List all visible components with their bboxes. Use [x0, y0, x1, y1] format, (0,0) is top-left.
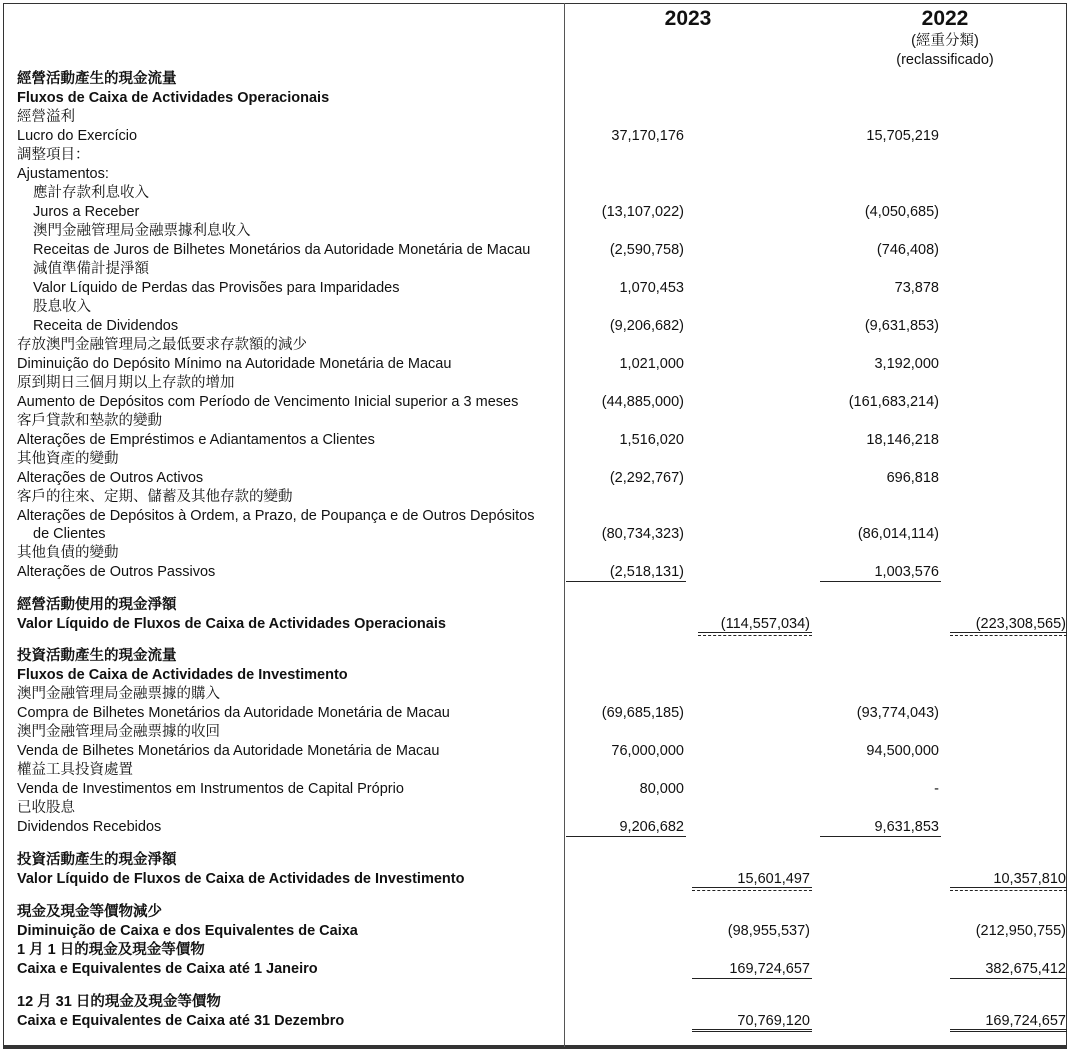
line-item-label-pt: Dividendos Recebidos — [17, 819, 162, 835]
line-item-2022: 94,500,000 — [866, 743, 939, 759]
line-item-2022: (93,774,043) — [856, 705, 939, 721]
column-divider — [564, 3, 565, 1047]
line-item-2023: 9,206,682 — [619, 819, 684, 835]
subtotal-rule — [692, 978, 812, 979]
line-item-2023: 80,000 — [639, 781, 684, 797]
line-item-label-pt: Valor Líquido de Perdas das Provisões para Imparidades — [33, 280, 400, 296]
line-item-label-zh: 股息收入 — [33, 299, 91, 315]
cash-dec-2022: 169,724,657 — [985, 1013, 1066, 1029]
line-item-label-zh: 應計存款利息收入 — [33, 185, 149, 201]
investing-net-2023: 15,601,497 — [737, 871, 810, 887]
line-item-2022: 696,818 — [886, 470, 939, 486]
operating-net-2023: (114,557,034) — [720, 616, 810, 632]
reclassified-note-pt: (reclassificado) — [896, 52, 994, 68]
line-item-label-pt: Alterações de Outros Activos — [17, 470, 204, 486]
line-item-2022: (9,631,853) — [864, 318, 939, 334]
line-item-2023: (2,590,758) — [609, 242, 684, 258]
operating-title-pt: Fluxos de Caixa de Actividades Operacionais — [17, 90, 330, 106]
total-dash-rule — [698, 635, 812, 636]
cash-decrease-2022: (212,950,755) — [975, 923, 1066, 939]
line-item-label-pt: Juros a Receber — [33, 204, 140, 220]
line-item-label-pt: Alterações de Empréstimos e Adiantamentos a Clientes — [17, 432, 375, 448]
investing-title-zh: 投資活動產生的現金流量 — [17, 648, 177, 664]
line-item-2023: (69,685,185) — [601, 705, 684, 721]
total-dash-rule — [950, 635, 1067, 636]
year-2022-header: 2022 — [921, 7, 969, 30]
profit-label-pt: Lucro do Exercício — [17, 128, 138, 144]
line-item-label-pt: Alterações de Depósitos à Ordem, a Prazo, de Poupança e de Outros Depósitos — [17, 508, 535, 524]
adjustments-label-pt: Ajustamentos: — [17, 166, 109, 182]
cash-dec-label-pt: Caixa e Equivalentes de Caixa até 31 Dezembro — [17, 1013, 345, 1029]
cash-jan-2023: 169,724,657 — [729, 961, 810, 977]
line-item-2023: (2,292,767) — [609, 470, 684, 486]
total-rule — [698, 632, 812, 633]
profit-2023: 37,170,176 — [611, 128, 684, 144]
subtotal-rule — [820, 581, 941, 582]
investing-net-2022: 10,357,810 — [993, 871, 1066, 887]
subtotal-rule — [566, 581, 686, 582]
line-item-label-pt-continued: de Clientes — [33, 526, 106, 542]
cash-decrease-label-zh: 現金及現金等價物減少 — [17, 904, 162, 920]
line-item-2023: 1,070,453 — [619, 280, 684, 296]
line-item-2022: (161,683,214) — [848, 394, 939, 410]
line-item-2023: (9,206,682) — [609, 318, 684, 334]
total-rule — [692, 887, 812, 888]
line-item-2022: - — [934, 781, 939, 797]
line-item-2023: (44,885,000) — [601, 394, 684, 410]
line-item-label-zh: 其他負債的變動 — [17, 545, 119, 561]
cash-decrease-2023: (98,955,537) — [727, 923, 810, 939]
line-item-label-zh: 澳門金融管理局金融票據的收回 — [17, 724, 220, 740]
double-total-rule — [950, 1029, 1067, 1032]
line-item-2023: (80,734,323) — [601, 526, 684, 542]
line-item-2023: 1,021,000 — [619, 356, 684, 372]
total-rule — [950, 887, 1067, 888]
investing-net-label-zh: 投資活動產生的現金淨額 — [17, 852, 177, 868]
double-total-rule — [692, 1029, 812, 1032]
line-item-label-zh: 澳門金融管理局金融票據的購入 — [17, 686, 220, 702]
line-item-label-pt: Compra de Bilhetes Monetários da Autoridade Monetária de Macau — [17, 705, 450, 721]
line-item-label-zh: 減值準備計提淨額 — [33, 261, 149, 277]
cash-jan-label-zh: 1 月 1 日的現金及現金等價物 — [17, 942, 205, 958]
line-item-2023: 76,000,000 — [611, 743, 684, 759]
cash-dec-2023: 70,769,120 — [737, 1013, 810, 1029]
line-item-2023: (2,518,131) — [609, 564, 684, 580]
year-2023-header: 2023 — [664, 7, 712, 30]
adjustments-label-zh: 調整項目： — [17, 147, 90, 163]
line-item-label-zh: 已收股息 — [17, 800, 75, 816]
line-item-label-pt: Venda de Investimentos em Instrumentos de Capital Próprio — [17, 781, 404, 797]
line-item-2022: 9,631,853 — [874, 819, 939, 835]
line-item-label-pt: Alterações de Outros Passivos — [17, 564, 216, 580]
investing-net-label-pt: Valor Líquido de Fluxos de Caixa de Actividades de Investimento — [17, 871, 465, 887]
operating-title-zh: 經營活動產生的現金流量 — [17, 71, 177, 87]
line-item-2022: 1,003,576 — [874, 564, 939, 580]
line-item-label-pt: Receitas de Juros de Bilhetes Monetários da Autoridade Monetária de Macau — [33, 242, 531, 258]
line-item-2022: (4,050,685) — [864, 204, 939, 220]
line-item-2023: 1,516,020 — [619, 432, 684, 448]
line-item-label-zh: 存放澳門金融管理局之最低要求存款額的減少 — [17, 337, 307, 353]
total-dash-rule — [692, 890, 812, 891]
subtotal-rule — [820, 836, 941, 837]
subtotal-rule — [950, 978, 1067, 979]
line-item-2022: 3,192,000 — [874, 356, 939, 372]
investing-title-pt: Fluxos de Caixa de Actividades de Investimento — [17, 667, 348, 683]
line-item-label-pt: Diminuição do Depósito Mínimo na Autoridade Monetária de Macau — [17, 356, 452, 372]
line-item-2022: (86,014,114) — [857, 526, 939, 542]
line-item-label-zh: 其他資產的變動 — [17, 451, 119, 467]
line-item-label-pt: Venda de Bilhetes Monetários da Autoridade Monetária de Macau — [17, 743, 440, 759]
operating-net-2022: (223,308,565) — [975, 616, 1066, 632]
line-item-2023: (13,107,022) — [601, 204, 684, 220]
line-item-label-zh: 客戶的往來、定期、儲蓄及其他存款的變動 — [17, 489, 293, 505]
line-item-2022: 73,878 — [894, 280, 939, 296]
total-rule — [950, 632, 1067, 633]
cash-jan-2022: 382,675,412 — [985, 961, 1066, 977]
operating-net-label-zh: 經營活動使用的現金淨額 — [17, 597, 177, 613]
subtotal-rule — [566, 836, 686, 837]
line-item-label-zh: 澳門金融管理局金融票據利息收入 — [33, 223, 251, 239]
cash-dec-label-zh: 12 月 31 日的現金及現金等價物 — [17, 994, 221, 1010]
profit-2022: 15,705,219 — [866, 128, 939, 144]
line-item-label-zh: 權益工具投資處置 — [17, 762, 133, 778]
line-item-2022: (746,408) — [876, 242, 939, 258]
cash-jan-label-pt: Caixa e Equivalentes de Caixa até 1 Janeiro — [17, 961, 318, 977]
line-item-label-zh: 客戶貸款和墊款的變動 — [17, 413, 162, 429]
profit-label-zh: 經營溢利 — [17, 109, 75, 125]
total-dash-rule — [950, 890, 1067, 891]
line-item-label-zh: 原到期日三個月期以上存款的增加 — [17, 375, 235, 391]
line-item-2022: 18,146,218 — [866, 432, 939, 448]
operating-net-label-pt: Valor Líquido de Fluxos de Caixa de Actividades Operacionais — [17, 616, 446, 632]
line-item-label-pt: Aumento de Depósitos com Período de Vencimento Inicial superior a 3 meses — [17, 394, 519, 410]
cash-decrease-label-pt: Diminuição de Caixa e dos Equivalentes de Caixa — [17, 923, 358, 939]
reclassified-note-zh: (經重分類) — [911, 33, 979, 49]
line-item-label-pt: Receita de Dividendos — [33, 318, 179, 334]
